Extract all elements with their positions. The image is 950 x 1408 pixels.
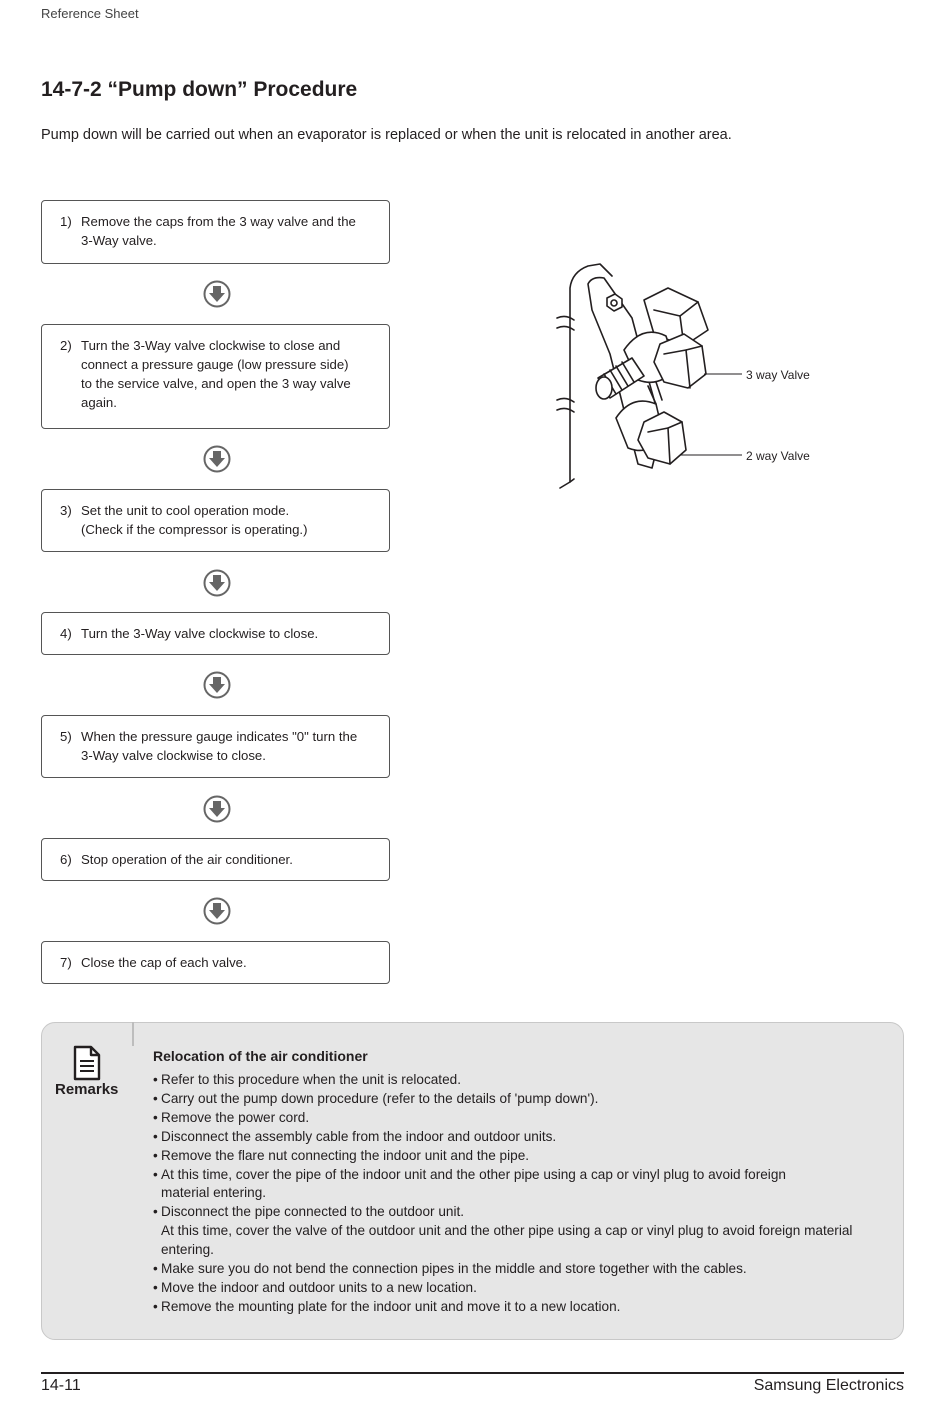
list-item: • Move the indoor and outdoor units to a new location. xyxy=(153,1279,873,1298)
step-box-6 xyxy=(41,838,390,881)
down-arrow-icon xyxy=(203,280,231,308)
step-text: Turn the 3-Way valve clockwise to close and connect a pressure gauge (low pressure side) to the service valve, and open the 3 way valve again. xyxy=(81,338,351,410)
list-item: • Remove the mounting plate for the indoor unit and move it to a new location. xyxy=(153,1298,873,1317)
step-number: 1) xyxy=(60,214,72,229)
step-number: 7) xyxy=(60,955,72,970)
step-box-3 xyxy=(41,489,390,552)
step-number: 4) xyxy=(60,626,72,641)
list-item: • Disconnect the assembly cable from the indoor and outdoor units. xyxy=(153,1128,873,1147)
down-arrow-icon xyxy=(203,569,231,597)
remarks-title: Relocation of the air conditioner xyxy=(153,1048,368,1064)
step-text: When the pressure gauge indicates "0" turn the 3-Way valve clockwise to close. xyxy=(81,729,358,763)
step-number: 5) xyxy=(60,729,72,744)
list-item: • Remove the flare nut connecting the indoor unit and the pipe. xyxy=(153,1147,873,1166)
step-text: Remove the caps from the 3 way valve and the 3-Way valve. xyxy=(81,214,356,248)
step-text: Close the cap of each valve. xyxy=(81,955,247,970)
step-box-5 xyxy=(41,715,390,778)
down-arrow-icon xyxy=(203,897,231,925)
remarks-panel xyxy=(41,1022,904,1340)
down-arrow-icon xyxy=(203,795,231,823)
list-item: • Make sure you do not bend the connection pipes in the middle and store together with the cables. xyxy=(153,1260,873,1279)
list-item: • At this time, cover the pipe of the indoor unit and the other pipe using a cap or vinyl plug to avoid foreign material entering. xyxy=(153,1166,873,1204)
document-icon xyxy=(72,1045,102,1081)
intro-paragraph: Pump down will be carried out when an evaporator is replaced or when the unit is relocated in another area. xyxy=(41,127,732,143)
step-number: 3) xyxy=(60,503,72,518)
label-2-way-valve: 2 way Valve xyxy=(746,449,810,463)
down-arrow-icon xyxy=(203,445,231,473)
footer-rule xyxy=(41,1372,904,1374)
label-3-way-valve: 3 way Valve xyxy=(746,368,810,382)
list-item: • Disconnect the pipe connected to the outdoor unit. At this time, cover the valve of the outdoor unit and the other pipe using a cap or vinyl plug to avoid foreign material entering. xyxy=(153,1203,873,1260)
list-item: • Carry out the pump down procedure (refer to the details of 'pump down'). xyxy=(153,1090,873,1109)
step-box-1 xyxy=(41,200,390,264)
step-number: 2) xyxy=(60,338,72,353)
step-number: 6) xyxy=(60,852,72,867)
page-number: 14-11 xyxy=(41,1377,81,1394)
step-text: Set the unit to cool operation mode. (Check if the compressor is operating.) xyxy=(81,503,308,537)
step-box-2 xyxy=(41,324,390,429)
service-valve-illustration xyxy=(552,258,822,498)
footer-brand: Samsung Electronics xyxy=(753,1377,904,1394)
remarks-list xyxy=(153,1071,873,1317)
running-header: Reference Sheet xyxy=(41,6,139,21)
list-item: • Refer to this procedure when the unit is relocated. xyxy=(153,1071,873,1090)
step-box-4 xyxy=(41,612,390,655)
down-arrow-icon xyxy=(203,671,231,699)
remarks-label: Remarks xyxy=(55,1081,119,1098)
step-text: Stop operation of the air conditioner. xyxy=(81,852,293,867)
section-title: 14-7-2 “Pump down” Procedure xyxy=(41,78,358,101)
remarks-divider xyxy=(132,1022,134,1046)
list-item: • Remove the power cord. xyxy=(153,1109,873,1128)
step-box-7 xyxy=(41,941,390,984)
step-text: Turn the 3-Way valve clockwise to close. xyxy=(81,626,319,641)
